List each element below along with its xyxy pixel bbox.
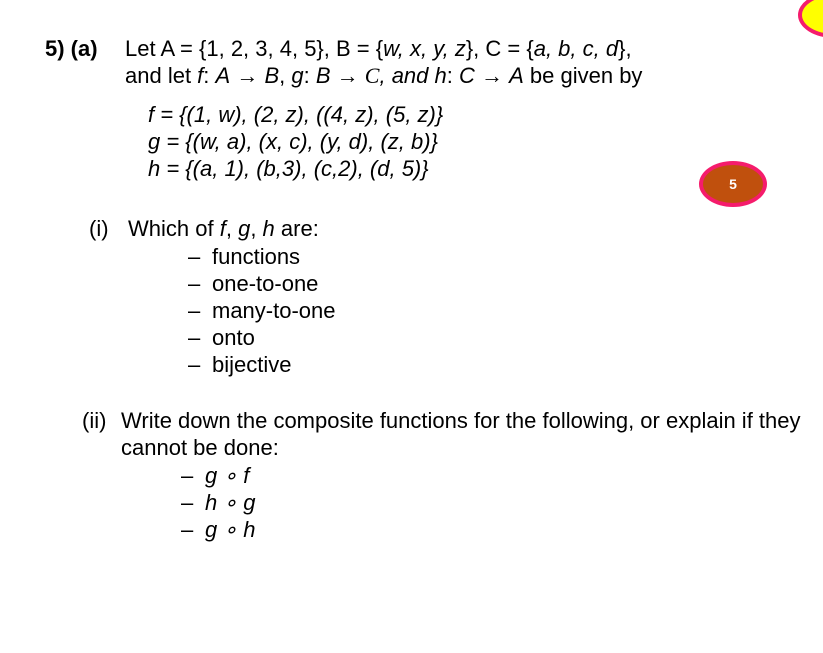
- part-i-label: (i): [89, 216, 109, 241]
- text-segment: :: [203, 63, 216, 88]
- text-segment: A: [215, 63, 231, 88]
- text-segment: and let: [125, 63, 198, 88]
- bullet-dash: –: [188, 271, 201, 296]
- text-segment: C: [364, 63, 380, 88]
- list-item: [181, 489, 255, 516]
- part-ii-line-2: cannot be done:: [121, 435, 279, 460]
- set-c-elements: a, b, c, d: [533, 36, 619, 61]
- text-segment: :: [303, 63, 316, 88]
- list-item: [188, 324, 336, 351]
- sets-text-end: },: [618, 36, 632, 61]
- definition-h: h = {(a, 1), (b,3), (c,2), (d, 5)}: [148, 156, 429, 181]
- text-segment: :: [446, 63, 459, 88]
- text-segment: f: [219, 216, 226, 241]
- text-segment: are:: [274, 216, 319, 241]
- bullet-dash: –: [188, 298, 201, 323]
- bullet-dash: –: [181, 490, 194, 515]
- bullet-dash: –: [188, 244, 201, 269]
- list-item-text: g ∘ f: [205, 463, 250, 488]
- marks-badge: 5: [699, 161, 767, 207]
- text-segment: ,: [279, 63, 292, 88]
- list-item: [188, 351, 336, 378]
- question-line-1: [125, 36, 632, 62]
- list-item: [188, 297, 336, 324]
- text-segment: , and h: [379, 63, 447, 88]
- list-item-text: bijective: [212, 352, 292, 377]
- list-item: [181, 462, 255, 489]
- set-b-elements: w, x, y, z: [383, 36, 466, 61]
- text-segment: g: [238, 216, 251, 241]
- text-segment: B: [264, 63, 280, 88]
- list-item-text: h ∘ g: [205, 490, 256, 515]
- list-item-text: functions: [212, 244, 301, 269]
- sets-text-a: Let A = {1, 2, 3, 4, 5}, B = {: [125, 36, 384, 61]
- text-segment: h: [262, 216, 275, 241]
- sets-text-c: }, C = {: [465, 36, 534, 61]
- text-segment: f: [197, 63, 204, 88]
- arrow-symbol: →: [330, 63, 365, 88]
- text-segment: ,: [225, 216, 239, 241]
- part-i-question: [128, 216, 319, 242]
- text-segment: B: [315, 63, 331, 88]
- list-item-text: many-to-one: [212, 298, 336, 323]
- part-ii-list: [181, 462, 255, 543]
- part-ii-label: (ii): [82, 408, 107, 433]
- part-ii-line-1: Write down the composite functions for the following, or explain if they: [121, 408, 801, 433]
- list-item: [188, 270, 336, 297]
- text-segment: ,: [250, 216, 263, 241]
- decorative-corner-shape: [798, 0, 823, 38]
- list-item: [181, 516, 255, 543]
- part-i-list: [188, 243, 336, 378]
- bullet-dash: –: [181, 463, 194, 488]
- list-item-text: g ∘ h: [205, 517, 256, 542]
- arrow-symbol: →: [230, 63, 265, 88]
- text-segment: Which of: [128, 216, 220, 241]
- question-number: 5) (a): [45, 36, 98, 61]
- definition-g: g = {(w, a), (x, c), (y, d), (z, b)}: [148, 129, 438, 154]
- list-item: [188, 243, 336, 270]
- text-segment: C: [458, 63, 475, 88]
- bullet-dash: –: [188, 325, 201, 350]
- text-segment: A: [509, 63, 524, 88]
- list-item-text: onto: [212, 325, 255, 350]
- bullet-dash: –: [181, 517, 194, 542]
- list-item-text: one-to-one: [212, 271, 319, 296]
- arrow-symbol: →: [474, 63, 510, 88]
- definition-f: f = {(1, w), (2, z), ((4, z), (5, z)}: [148, 102, 444, 127]
- bullet-dash: –: [188, 352, 201, 377]
- text-segment: g: [291, 63, 304, 88]
- question-line-2: [125, 63, 642, 89]
- text-segment: be given by: [523, 63, 643, 88]
